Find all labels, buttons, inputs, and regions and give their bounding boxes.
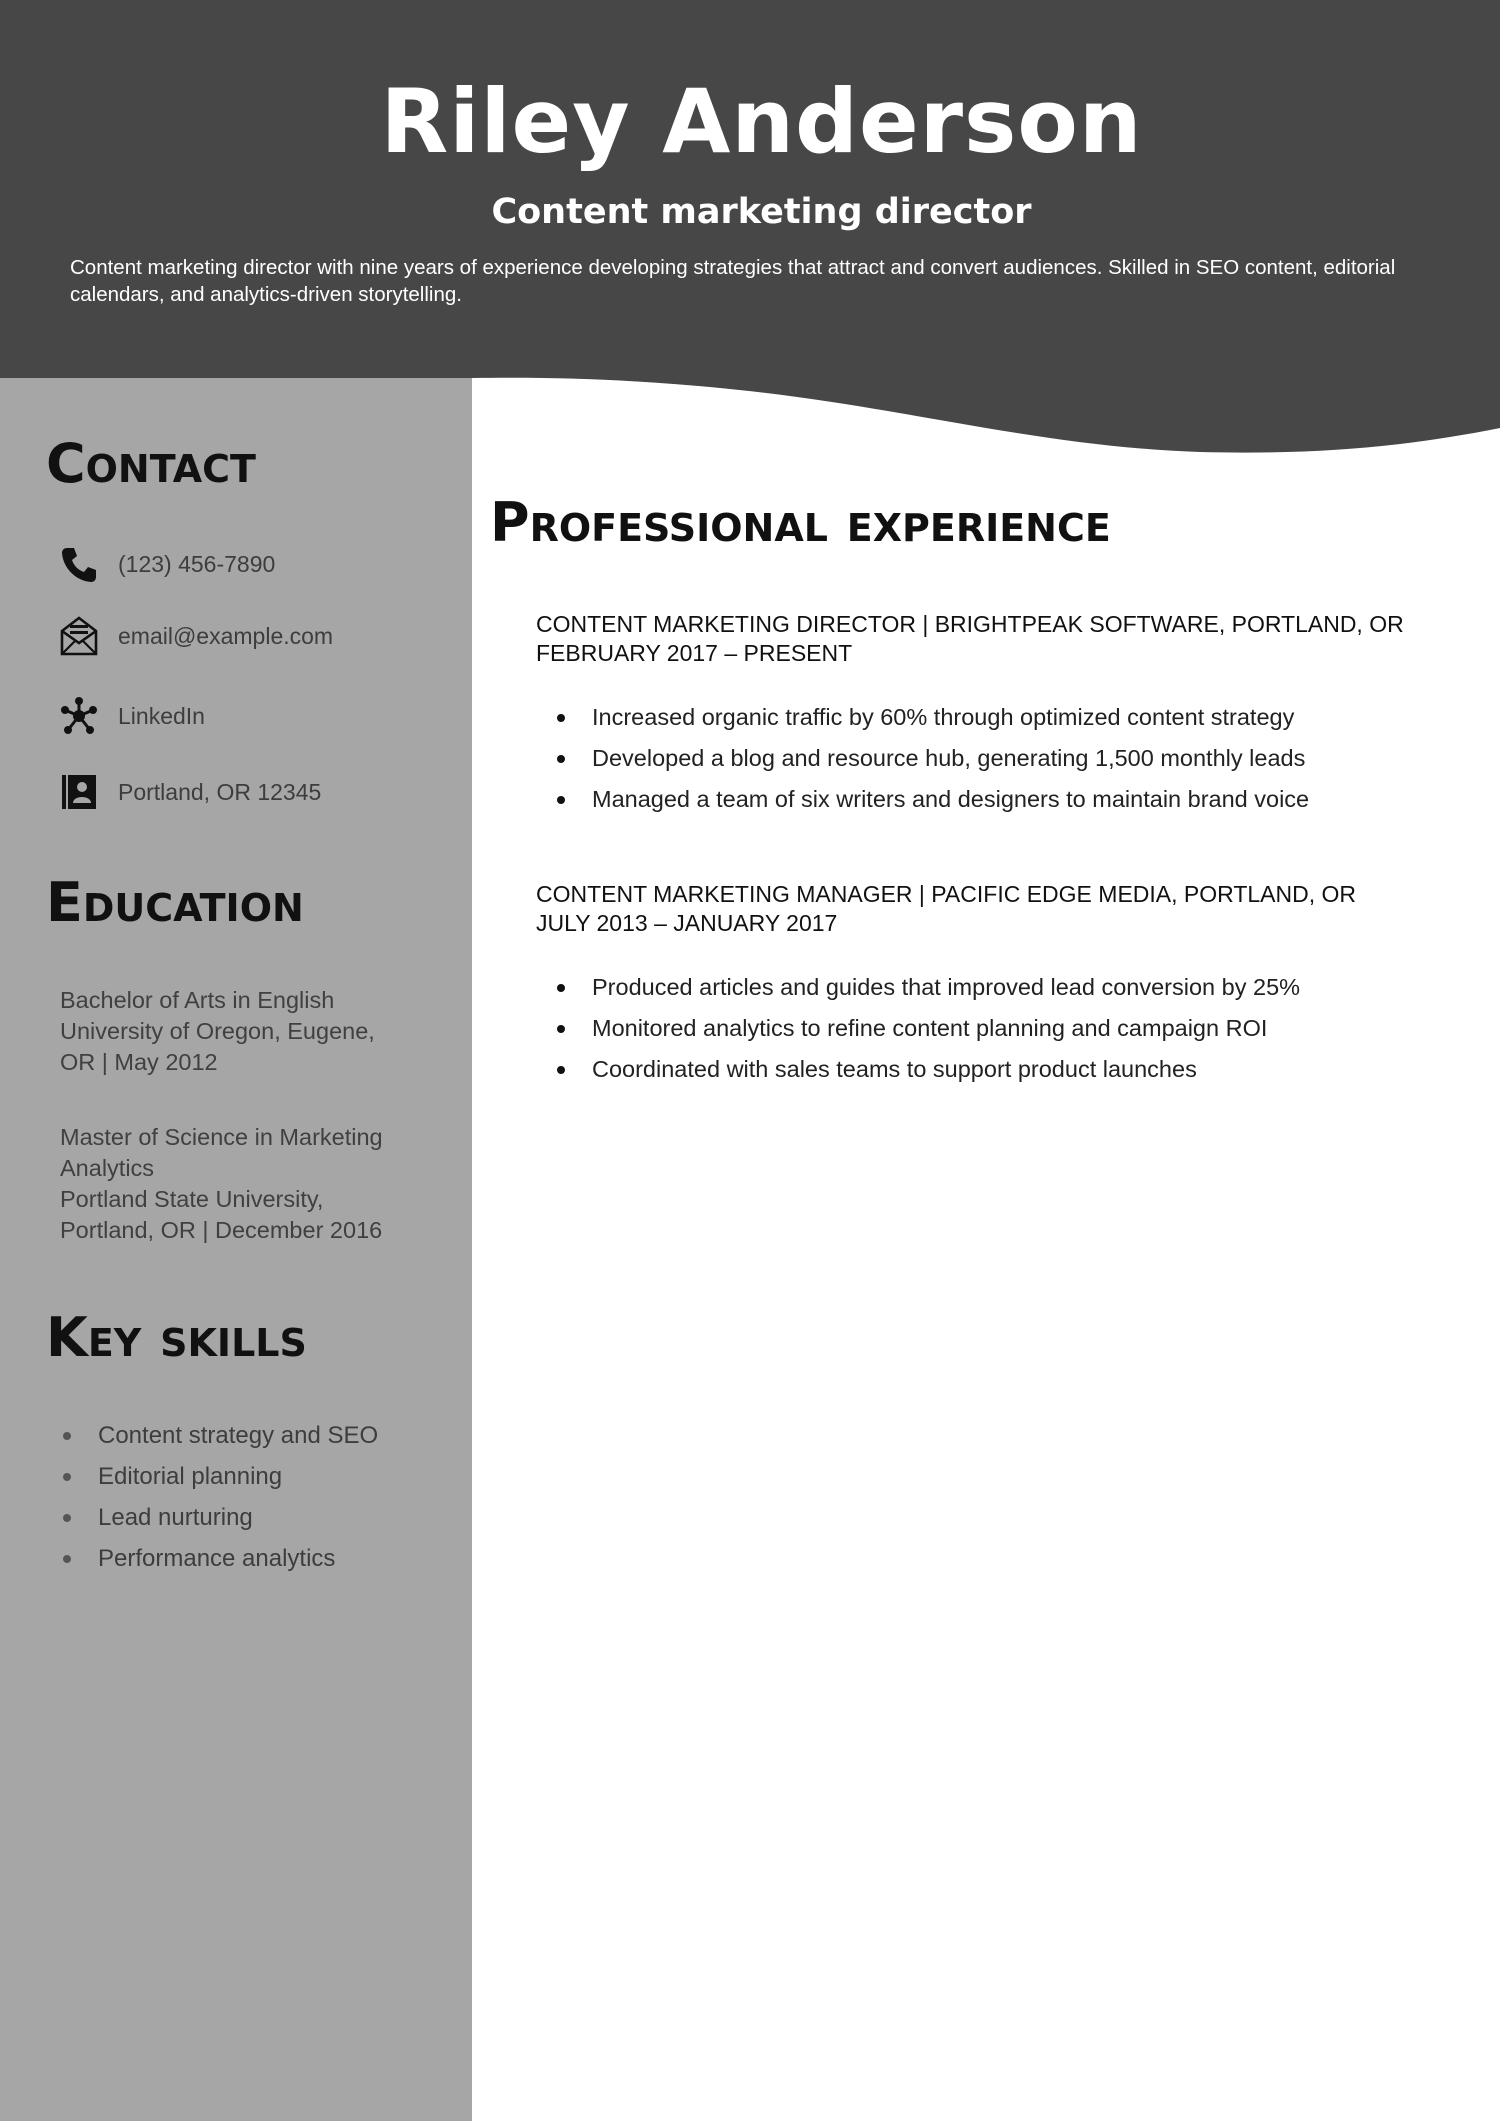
- job-bullets: [536, 967, 1476, 1090]
- contact-phone: [56, 540, 456, 588]
- phone-icon: [56, 541, 102, 587]
- job-role-company: CONTENT MARKETING MANAGER | PACIFIC EDGE MEDIA, PORTLAND, OR: [536, 881, 1357, 907]
- list-item: Editorial planning: [56, 1456, 378, 1497]
- contact-email-text[interactable]: email@example.com: [118, 622, 334, 649]
- list-item: Increased organic traffic by 60% through optimized content strategy: [536, 697, 1476, 738]
- experience-heading: Professional experience: [490, 491, 1111, 554]
- contact-heading: Contact: [46, 432, 256, 495]
- network-icon: [56, 693, 102, 739]
- education-line: Bachelor of Arts in English: [60, 987, 335, 1013]
- list-item: Content strategy and SEO: [56, 1415, 378, 1456]
- list-item: Lead nurturing: [56, 1497, 378, 1538]
- envelope-icon: [56, 613, 102, 659]
- contact-address-text: Portland, OR 12345: [118, 778, 322, 805]
- job-entry: [536, 880, 1476, 1082]
- contact-phone-text: (123) 456-7890: [118, 550, 276, 577]
- skills-list: [56, 1415, 378, 1579]
- contact-linkedin[interactable]: [56, 692, 456, 740]
- candidate-name: Riley Anderson: [380, 70, 1143, 173]
- job-role-company: CONTENT MARKETING DIRECTOR | BRIGHTPEAK SOFTWARE, PORTLAND, OR: [536, 611, 1404, 637]
- list-item: Monitored analytics to refine content planning and campaign ROI: [536, 1008, 1476, 1049]
- summary-text: Content marketing director with nine years of experience developing strategies that attract and convert audiences. Skilled in SEO content, editorial calendars, and analytics-driven storytelling.: [70, 256, 1396, 306]
- job-dates: JULY 2013 – JANUARY 2017: [536, 910, 838, 936]
- candidate-title: Content marketing director: [491, 192, 1032, 232]
- job-dates: FEBRUARY 2017 – PRESENT: [536, 640, 853, 666]
- job-title: [536, 610, 1476, 668]
- education-heading: Education: [46, 871, 304, 934]
- job-entry: [536, 610, 1476, 812]
- education-entry: [60, 1122, 420, 1246]
- list-item: Produced articles and guides that improved lead conversion by 25%: [536, 967, 1476, 1008]
- education-line: Analytics: [60, 1155, 155, 1181]
- skills-heading: Key skills: [46, 1306, 307, 1369]
- list-item: Developed a blog and resource hub, generating 1,500 monthly leads: [536, 738, 1476, 779]
- contact-linkedin-text[interactable]: LinkedIn: [118, 702, 205, 729]
- education-line: Master of Science in Marketing: [60, 1124, 383, 1150]
- education-entry: [60, 985, 420, 1078]
- list-item: Managed a team of six writers and designers to maintain brand voice: [536, 779, 1476, 820]
- address-book-icon: [56, 769, 102, 815]
- list-item: Performance analytics: [56, 1538, 378, 1579]
- education-line: University of Oregon, Eugene,: [60, 1018, 375, 1044]
- job-bullets: [536, 697, 1476, 820]
- education-line: OR | May 2012: [60, 1049, 218, 1075]
- contact-email[interactable]: [56, 612, 456, 660]
- job-title: [536, 880, 1476, 938]
- education-line: Portland State University,: [60, 1186, 324, 1212]
- list-item: Coordinated with sales teams to support product launches: [536, 1049, 1476, 1090]
- education-line: Portland, OR | December 2016: [60, 1217, 383, 1243]
- contact-address: [56, 768, 456, 816]
